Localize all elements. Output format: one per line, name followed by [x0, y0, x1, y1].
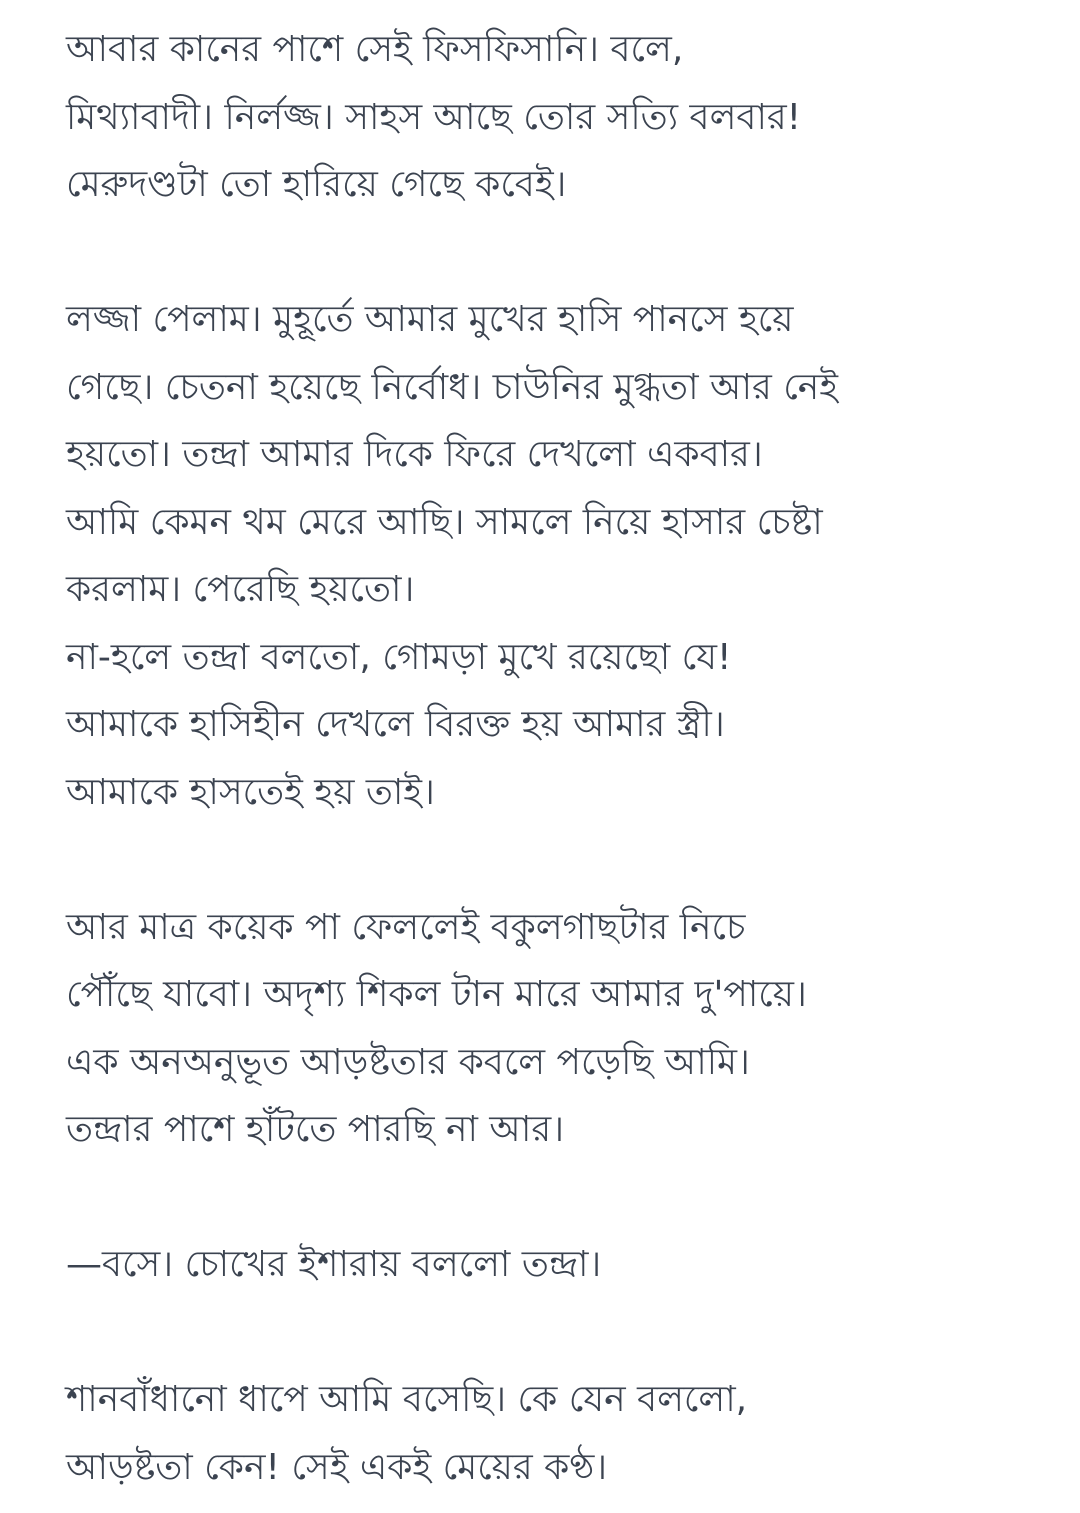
text-line: আমাকে হাসতেই হয় তাই।	[66, 771, 435, 813]
paragraph-1	[66, 16, 1056, 219]
paragraph-2	[66, 286, 1056, 826]
text-line: মিথ্যাবাদী। নির্লজ্জ। সাহস আছে তোর সত্যি বলবার!	[66, 96, 802, 138]
paragraph-gap	[66, 219, 1056, 287]
text-line: শানবাঁধানো ধাপে আমি বসেছি। কে যেন বললো,	[66, 1379, 748, 1420]
text-line: গেছে। চেতনা হয়েছে নির্বোধ। চাউনির মুগ্ধতা আর নেই	[66, 366, 839, 408]
text-line: আমাকে হাসিহীন দেখলে বিরক্ত হয় আমার স্ত্রী।	[66, 704, 725, 745]
paragraph-gap	[66, 1299, 1056, 1367]
text-line: মেরুদণ্ডটা তো হারিয়ে গেছে কবেই।	[66, 164, 567, 205]
text-line: —বসে। চোখের ইশারায় বললো তন্দ্রা।	[66, 1244, 602, 1285]
document-text	[66, 16, 1056, 1501]
text-line: এক অনঅনুভূত আড়ষ্টতার কবলে পড়েছি আমি।	[66, 1041, 750, 1083]
text-line: করলাম। পেরেছি হয়তো।	[66, 569, 415, 610]
paragraph-gap	[66, 1164, 1056, 1232]
paragraph-4	[66, 1231, 1056, 1299]
text-line: না-হলে তন্দ্রা বলতো, গোমড়া মুখে রয়েছো যে!	[66, 636, 732, 678]
paragraph-gap	[66, 826, 1056, 894]
text-line: হয়তো। তন্দ্রা আমার দিকে ফিরে দেখলো একবার।	[66, 434, 763, 475]
text-line: লজ্জা পেলাম। মুহূর্তে আমার মুখের হাসি পানসে হয়ে	[66, 299, 794, 340]
paragraph-5	[66, 1366, 1056, 1501]
text-line: তন্দ্রার পাশে হাঁটতে পারছি না আর।	[66, 1109, 565, 1150]
text-line: আবার কানের পাশে সেই ফিসফিসানি। বলে,	[66, 29, 684, 70]
text-line: পৌঁছে যাবো। অদৃশ্য শিকল টান মারে আমার দু'পায়ে।	[66, 974, 807, 1015]
text-line: আর মাত্র কয়েক পা ফেললেই বকুলগাছটার নিচে	[66, 906, 746, 948]
text-line: আড়ষ্টতা কেন! সেই একই মেয়ের কণ্ঠ।	[66, 1446, 608, 1488]
text-line: আমি কেমন থম মেরে আছি। সামলে নিয়ে হাসার চেষ্টা	[66, 501, 823, 543]
paragraph-3	[66, 894, 1056, 1164]
